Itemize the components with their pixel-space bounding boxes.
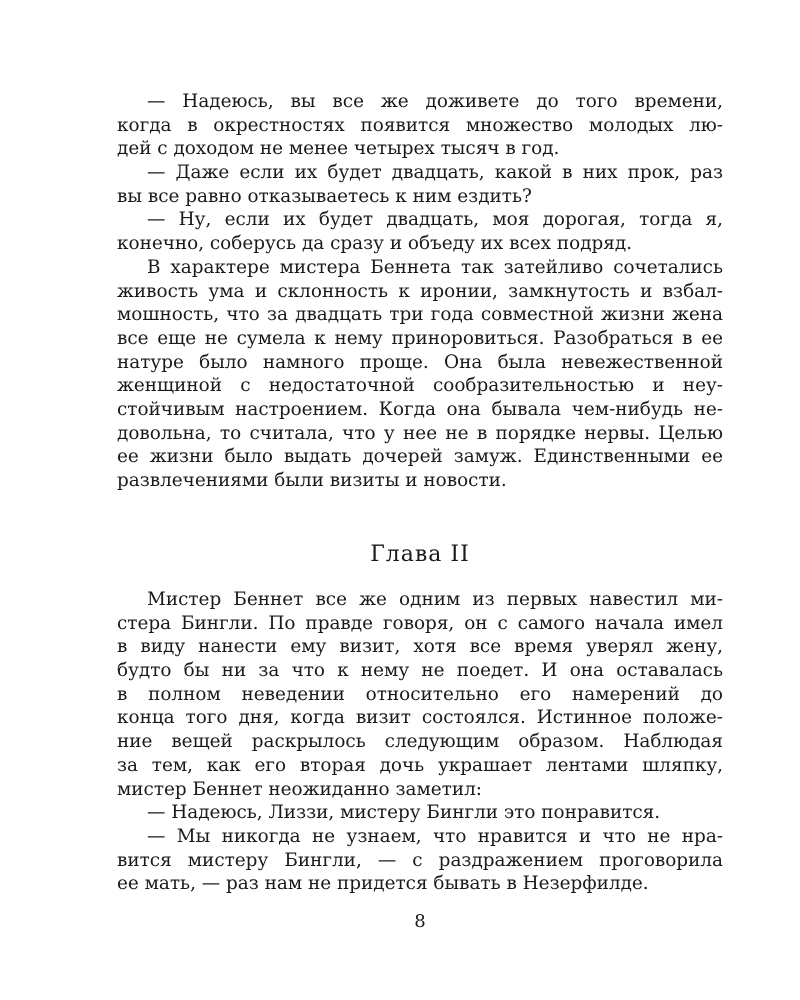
text-block-top [117, 90, 723, 493]
text-block-bottom [117, 588, 723, 896]
text-line: все еще не сумела к нему приноровиться. Разобраться в ее [117, 327, 723, 349]
text-line: стойчивым настроением. Когда она бывала чем-нибудь не- [117, 398, 723, 420]
text-line: натуре было намного проще. Она была невежественной [117, 351, 723, 373]
page-number: 8 [414, 911, 426, 932]
text-line: конечно, соберусь да сразу и объеду их всех подряд. [117, 233, 633, 255]
text-line: развлечениями были визиты и новости. [117, 470, 507, 491]
text-line: в полном неведении относительно его намерений до [117, 683, 723, 705]
text-line: В характере мистера Беннета так затейливо сочетались [147, 256, 723, 278]
text-line: ние вещей раскрылось следующим образом. Наблюдая [117, 731, 723, 753]
text-line: конца того дня, когда визит состоялся. Истинное положе- [117, 707, 723, 729]
text-line: мошность, что за двадцать три года совместной жизни жена [117, 304, 723, 326]
text-line: стера Бингли. По правде говоря, он с самого начала имел [117, 612, 723, 634]
chapter-title: Глава II [370, 542, 470, 567]
text-line: — Надеюсь, вы все же доживете до того времени, [147, 91, 723, 112]
text-line: — Мы никогда не узнаем, что нравится и что не нра- [147, 825, 723, 847]
text-line: дей с доходом не менее четырех тысяч в год. [117, 138, 560, 160]
text-line: — Ну, если их будет двадцать, моя дорогая, тогда я, [147, 209, 723, 231]
text-line: ее мать, — раз нам не придется бывать в Незерфилде. [117, 873, 649, 895]
text-line: вится мистеру Бингли, — с раздражением проговорила [117, 849, 723, 871]
text-line: — Даже если их будет двадцать, какой в них прок, раз [147, 162, 723, 184]
text-line: — Надеюсь, Лиззи, мистеру Бингли это понравится. [147, 802, 661, 824]
text-line: живость ума и склонность к иронии, замкнутость и взбал- [117, 280, 723, 302]
text-line: когда в окрестностях появится множество молодых лю- [117, 114, 723, 136]
text-line: довольна, то считала, что у нее не в порядке нервы. Целью [117, 422, 723, 444]
text-line: будто бы ни за что к нему не поедет. И она оставалась [117, 660, 723, 682]
text-line: мистер Беннет неожиданно заметил: [117, 778, 482, 800]
text-line: вы все равно отказываетесь к ним ездить? [117, 185, 532, 207]
text-line: ее жизни было выдать дочерей замуж. Единственными ее [117, 446, 723, 468]
text-line: женщиной с недостаточной сообразительностью и неу- [117, 375, 723, 397]
text-line: в виду нанести ему визит, хотя все время уверял жену, [117, 636, 723, 658]
text-line: Мистер Беннет все же одним из первых навестил ми- [147, 589, 723, 610]
text-line: за тем, как его вторая дочь украшает лентами шляпку, [117, 754, 723, 776]
